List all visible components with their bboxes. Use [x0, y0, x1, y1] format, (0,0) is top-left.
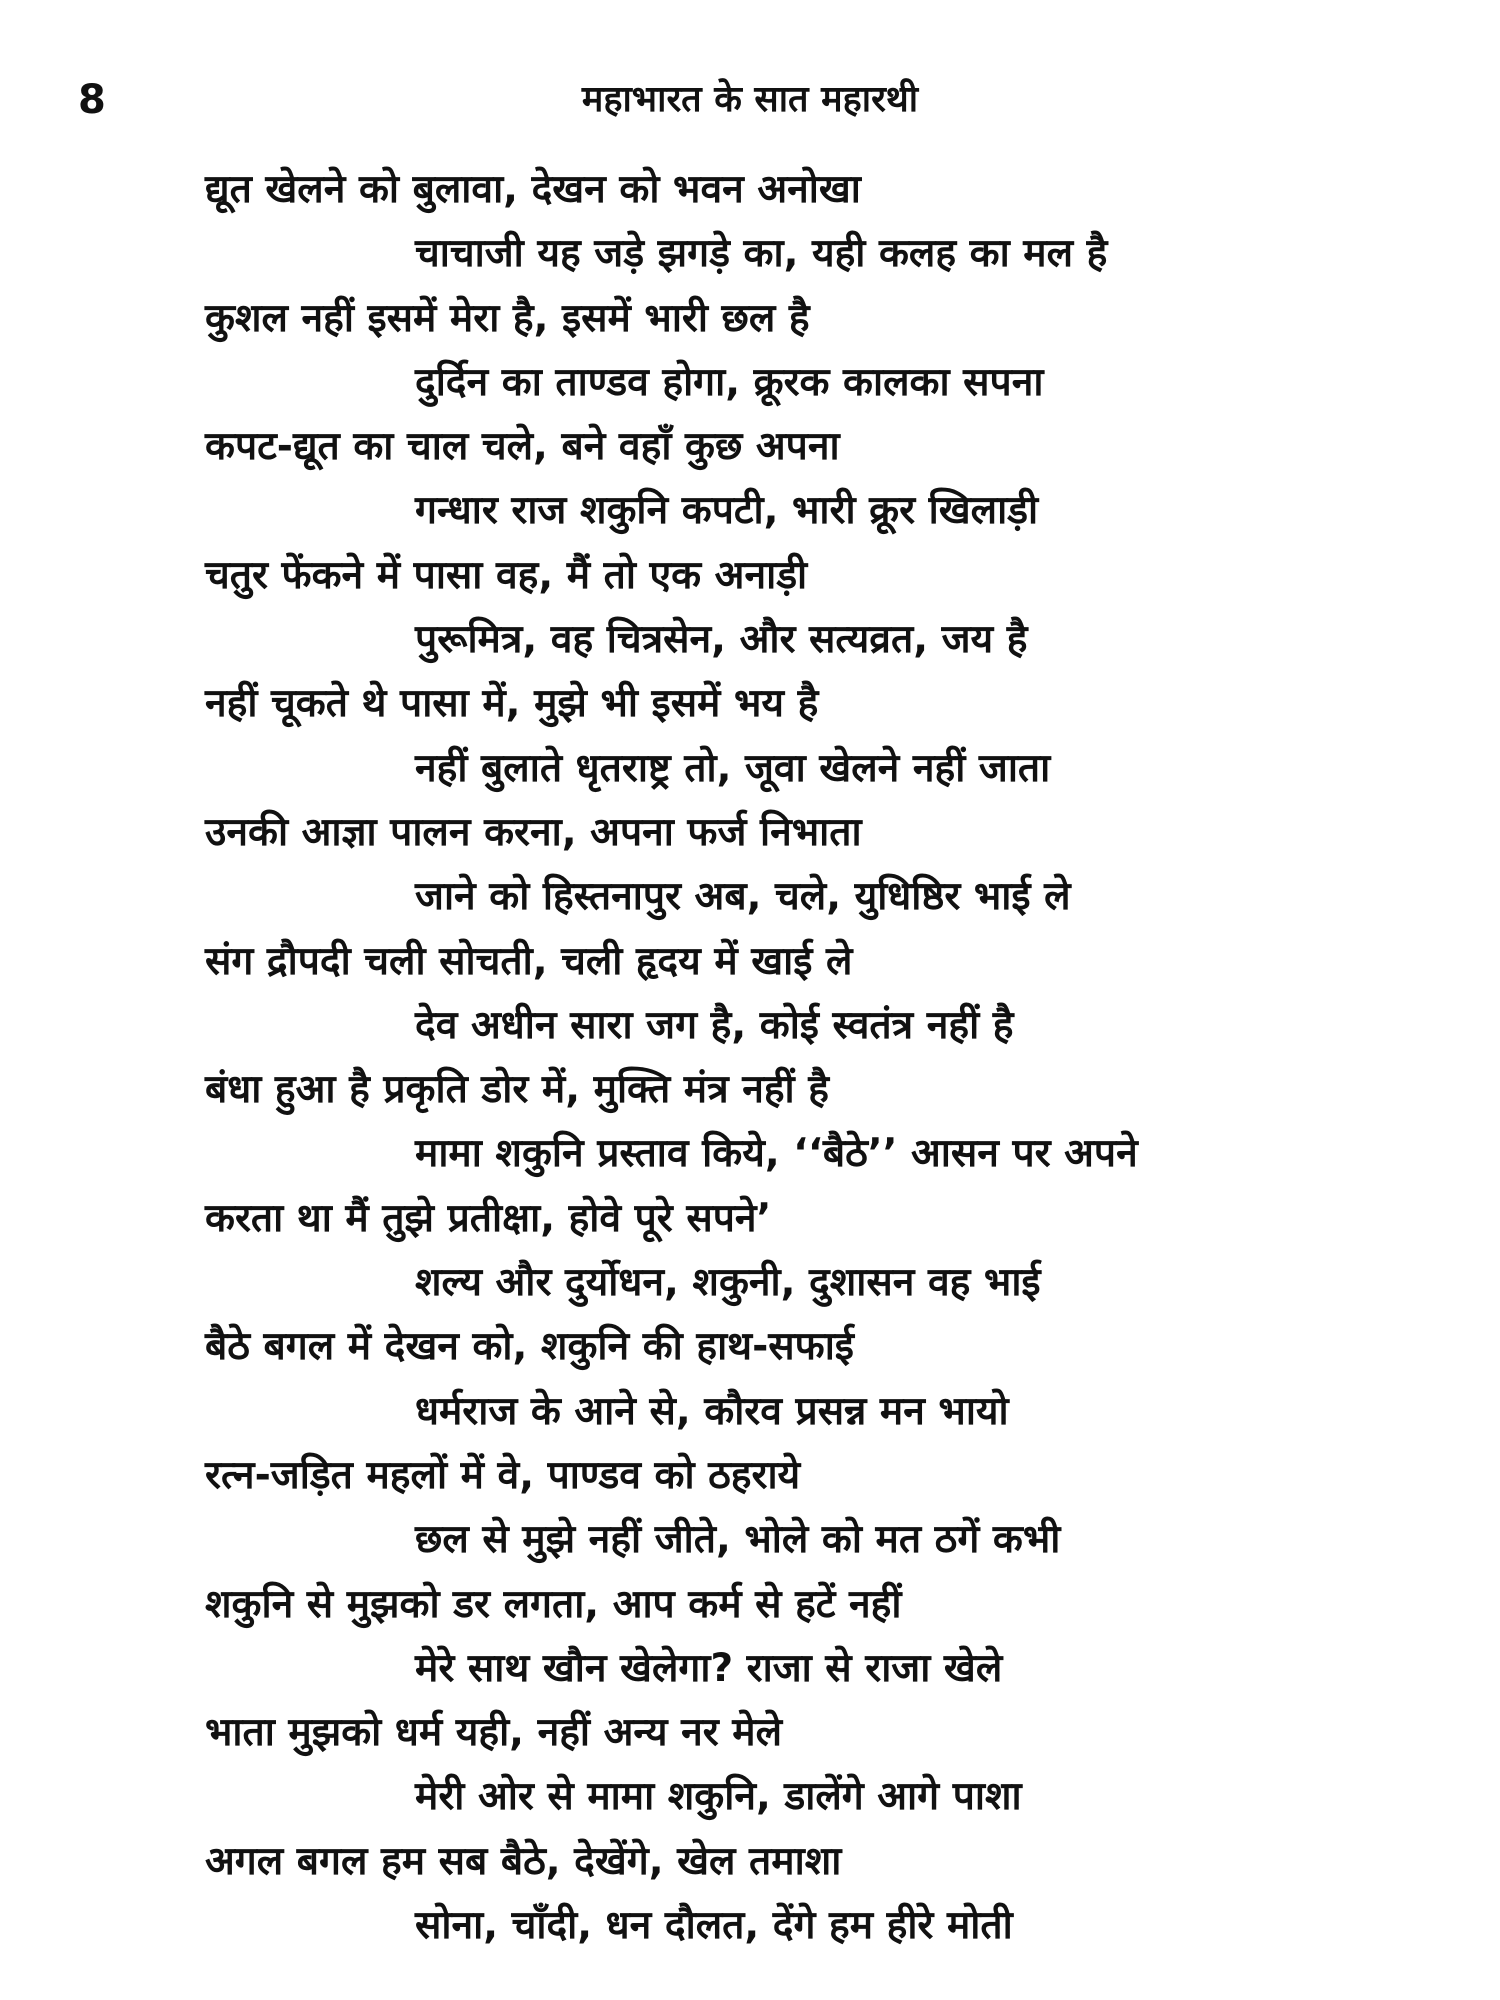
verse-line: मेरी ओर से मामा शकुनि, डालेंगे आगे पाशा [415, 1774, 1022, 1820]
verse-line: सोना, चाँदी, धन दौलत, देंगे हम हीरे मोती [415, 1903, 1013, 1949]
verse-line: धर्मराज के आने से, कौरव प्रसन्न मन भायो [415, 1388, 1009, 1434]
page-number: 8 [78, 77, 106, 123]
verse-line: शकुनि से मुझको डर लगता, आप कर्म से हटें नहीं [205, 1581, 902, 1627]
verse-line: नहीं चूकते थे पासा में, मुझे भी इसमें भय है [205, 681, 819, 727]
verse-line: बंधा हुआ है प्रकृति डोर में, मुक्ति मंत्र नहीं है [205, 1067, 829, 1113]
verse-line: दुर्दिन का ताण्डव होगा, क्रूरक कालका सपना [415, 359, 1044, 405]
verse-line: गन्धार राज शकुनि कपटी, भारी क्रूर खिलाड़ी [415, 488, 1039, 534]
running-title: महाभारत के सात महारथी [581, 79, 919, 120]
verse-line: बैठे बगल में देखन को, शकुनि की हाथ-सफाई [205, 1324, 854, 1370]
page-header [0, 70, 1500, 130]
verse-line: कपट-द्यूत का चाल चले, बने वहाँ कुछ अपना [205, 424, 840, 470]
verse-line: मामा शकुनि प्रस्ताव किये, ‘‘बैठे’’ आसन पर अपने [415, 1131, 1138, 1177]
verse-line: नहीं बुलाते धृतराष्ट्र तो, जूवा खेलने नहीं जाता [415, 745, 1051, 791]
verse-line: चतुर फेंकने में पासा वह, मैं तो एक अनाड़ी [205, 552, 808, 598]
verse-line: कुशल नहीं इसमें मेरा है, इसमें भारी छल है [205, 295, 810, 341]
verse-line: अगल बगल हम सब बैठे, देखेंगे, खेल तमाशा [205, 1838, 842, 1884]
poem-body [0, 158, 1500, 1958]
verse-line: जाने को हिस्तनापुर अब, चले, युधिष्ठिर भाई ले [415, 874, 1071, 920]
verse-line: देव अधीन सारा जग है, कोई स्वतंत्र नहीं है [415, 1002, 1014, 1048]
verse-line: छल से मुझे नहीं जीते, भोले को मत ठगें कभी [415, 1517, 1061, 1563]
verse-line: करता था मैं तुझे प्रतीक्षा, होवे पूरे सपने’ [205, 1195, 772, 1241]
verse-line: रत्न-जड़ित महलों में वे, पाण्डव को ठहराये [205, 1452, 801, 1498]
verse-line: मेरे साथ खौन खेलेगा? राजा से राजा खेले [415, 1645, 1003, 1691]
verse-line: संग द्रौपदी चली सोचती, चली हृदय में खाई ले [205, 938, 853, 984]
verse-line: शल्य और दुर्योधन, शकुनी, दुशासन वह भाई [415, 1260, 1041, 1306]
verse-line: उनकी आज्ञा पालन करना, अपना फर्ज निभाता [205, 809, 862, 855]
verse-line: भाता मुझको धर्म यही, नहीं अन्य नर मेले [205, 1710, 783, 1756]
verse-line: द्यूत खेलने को बुलावा, देखन को भवन अनोखा [205, 167, 861, 212]
verse-line: चाचाजी यह जड़े झगड़े का, यही कलह का मल है [415, 231, 1108, 277]
verse-line: पुरूमित्र, वह चित्रसेन, और सत्यव्रत, जय है [415, 617, 1028, 663]
